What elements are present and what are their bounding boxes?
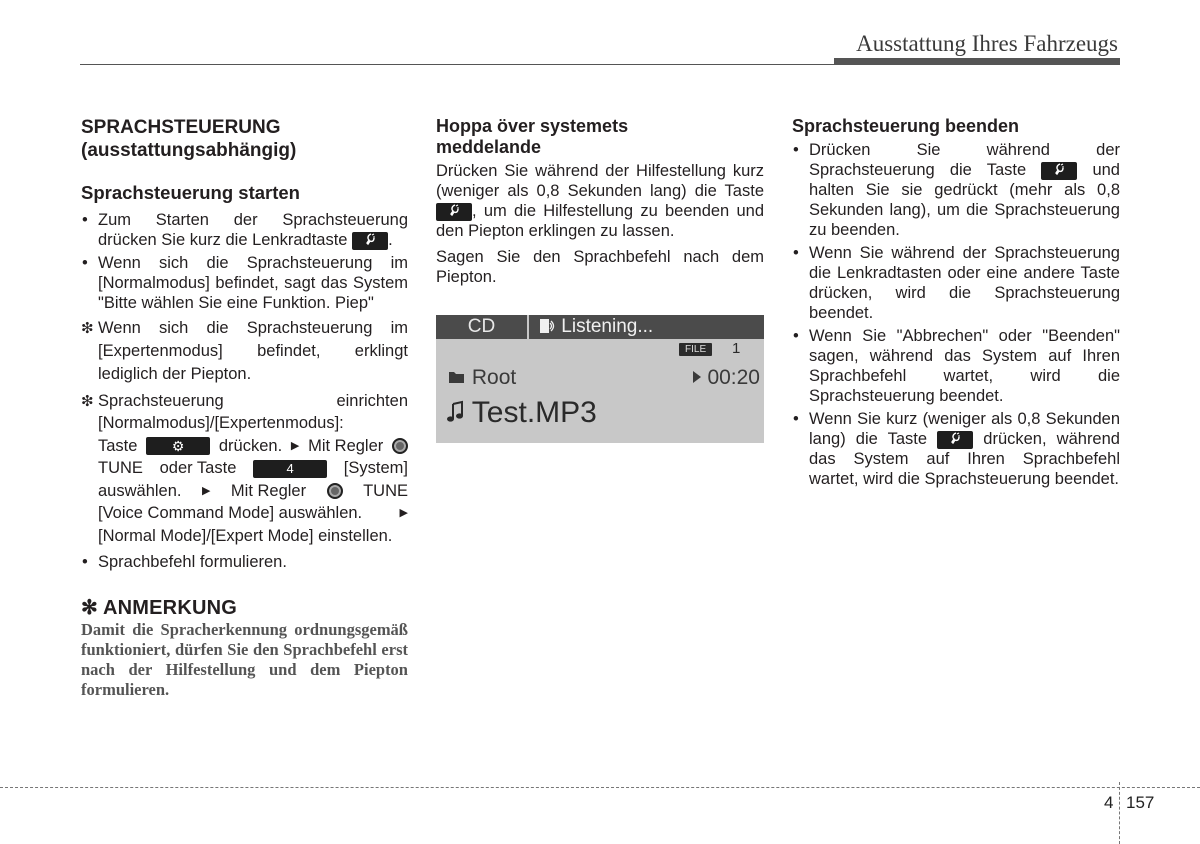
voice-command-icon <box>1041 162 1077 180</box>
section-title <box>81 116 408 162</box>
setup-text: TUNE <box>98 459 143 478</box>
list-item <box>792 409 1120 489</box>
header-bar <box>834 58 1120 65</box>
setup-text: einrichten <box>336 391 408 410</box>
tune-knob-icon <box>392 438 408 454</box>
bullet-text: Drücken Sie während der Sprachsteuerung die Taste <box>809 141 1120 179</box>
setup-text: Mit Regler <box>230 481 307 500</box>
paragraph: Sagen Sie den Sprachbefehl nach dem Piepton. <box>436 248 764 286</box>
setup-line <box>98 503 408 526</box>
display-time <box>692 366 760 390</box>
display-status-text: Listening... <box>561 316 654 337</box>
audio-display-illustration <box>436 315 764 443</box>
tune-knob-icon <box>327 483 343 499</box>
section-title-line1: SPRACHSTEUERUNG <box>81 117 281 138</box>
voice-command-icon <box>436 203 472 221</box>
setup-text: [System] <box>343 459 408 478</box>
list-item: • Sprachbefehl formulieren. <box>81 552 408 572</box>
bullet-text: drücken, während das System auf Ihren Sprachbefehl wartet, wird die Sprachsteuerung beendet. <box>809 430 1120 488</box>
column-left <box>81 116 408 700</box>
display-file-tag: FILE <box>679 343 712 356</box>
note-title: ANMERKUNG <box>102 596 238 619</box>
display-filename <box>446 396 597 430</box>
music-note-icon <box>446 400 464 424</box>
voice-command-icon <box>937 431 973 449</box>
folder-icon <box>448 369 466 385</box>
display-separator <box>527 315 529 339</box>
arrow-right-icon: ▶ <box>201 484 211 497</box>
asterisk-icon: ❇ <box>81 320 94 337</box>
setup-line <box>98 525 408 548</box>
display-file-number: 1 <box>732 340 741 357</box>
bullet-end: . <box>388 231 393 249</box>
footer-divider <box>1119 782 1120 844</box>
setup-line <box>98 480 408 503</box>
setup-text: drücken. <box>218 436 283 455</box>
voice-listening-icon <box>538 317 556 335</box>
asterisk-icon: ❇ <box>81 393 94 410</box>
setup-text: oder Taste <box>159 459 237 478</box>
arrow-right-icon: ▶ <box>290 439 300 452</box>
paragraph-text: , um die Hilfestellung zu beenden und den Piepton erklingen zu lassen. <box>436 202 764 240</box>
setup-line <box>98 390 408 413</box>
note-star-icon: ✻ <box>81 596 98 619</box>
section-title-line2: (ausstattungsabhängig) <box>81 140 297 161</box>
bullet-text: Wenn Sie kurz (weniger als 0,8 Sekunden lang) die Taste <box>809 410 1120 448</box>
setup-line <box>98 435 408 458</box>
setup-text: TUNE <box>363 481 408 500</box>
bullet-text: und halten Sie sie gedrückt (mehr als 0,8 Sekunden lang), um die Sprachsteuerung zu beenden. <box>809 161 1120 239</box>
display-folder-name: Root <box>471 366 517 389</box>
section-title: Sprachsteuerung beenden <box>792 116 1020 136</box>
star-note <box>81 317 408 386</box>
final-bullet-list <box>81 552 408 572</box>
list-item <box>81 210 408 250</box>
section-title <box>436 116 764 158</box>
bullet-text: Zum Starten der Sprachsteuerung drücken Sie kurz die Lenkradtaste <box>98 211 408 249</box>
list-item: • Wenn Sie während der Sprachsteuerung die Lenkradtasten oder eine andere Taste drücken, wird die Sprachsteuerung beendet. <box>792 243 1120 323</box>
list-item <box>792 140 1120 240</box>
arrow-right-icon: ▶ <box>399 507 408 520</box>
footer-rule <box>0 787 1200 788</box>
start-bullet-list <box>81 210 408 313</box>
setup-line <box>98 458 408 481</box>
setup-text: Mit Regler <box>308 436 384 455</box>
setup-text: auswählen. <box>98 481 182 500</box>
settings-gear-icon: ⚙ <box>146 437 210 455</box>
section-title-line2: meddelande <box>436 137 542 157</box>
play-icon <box>692 369 702 385</box>
paragraph <box>436 161 764 241</box>
paragraph-text: Drücken Sie während der Hilfestellung kurz (weniger als 0,8 Sekunden lang) die Taste <box>436 162 764 200</box>
list-item: • Wenn Sie "Abbrechen" oder "Beenden" sagen, während das System auf Ihren Sprachbefehl wartet, wird die Sprachsteuerung beendet. <box>792 326 1120 406</box>
note-text: Damit die Spracherkennung ordnungsgemäß funktioniert, dürfen Sie den Sprachbefehl erst nach der Hilfestellung und dem Piepton formulieren. <box>81 619 408 699</box>
display-source: CD <box>467 316 496 337</box>
key-four-icon: 4 <box>253 460 327 478</box>
column-middle <box>436 116 764 287</box>
display-folder <box>448 366 516 390</box>
voice-command-icon <box>352 232 388 250</box>
star-note-setup <box>81 390 408 548</box>
setup-text: [Voice Command Mode] auswählen. <box>98 504 363 523</box>
page-number: 157 <box>1126 793 1155 812</box>
setup-text: Taste <box>98 436 138 455</box>
subsection-title: Sprachsteuerung starten <box>81 182 300 203</box>
note-heading <box>81 598 408 618</box>
list-item: • Wenn sich die Sprachsteuerung im [Normalmodus] befindet, sagt das System "Bitte wählen Sie eine Funktion. Piep" <box>81 253 408 313</box>
display-status <box>538 315 653 339</box>
setup-text: [Normalmodus]/[Expertenmodus]: <box>98 414 344 433</box>
setup-text: [Normal Mode]/[Expert Mode] einstellen. <box>98 526 393 545</box>
end-bullet-list <box>792 140 1120 489</box>
star-note-text: Wenn sich die Sprachsteuerung im [Expertenmodus] befindet, erklingt lediglich der Piepton. <box>98 319 408 383</box>
column-right <box>792 116 1120 492</box>
setup-line <box>98 413 408 436</box>
display-filename-text: Test.MP3 <box>471 396 597 429</box>
chapter-header-title: Ausstattung Ihres Fahrzeugs <box>856 31 1118 56</box>
chapter-number: 4 <box>1104 793 1114 812</box>
setup-text: Sprachsteuerung <box>98 391 224 410</box>
section-title-line1: Hoppa över systemets <box>436 116 629 136</box>
display-time-text: 00:20 <box>707 366 760 389</box>
